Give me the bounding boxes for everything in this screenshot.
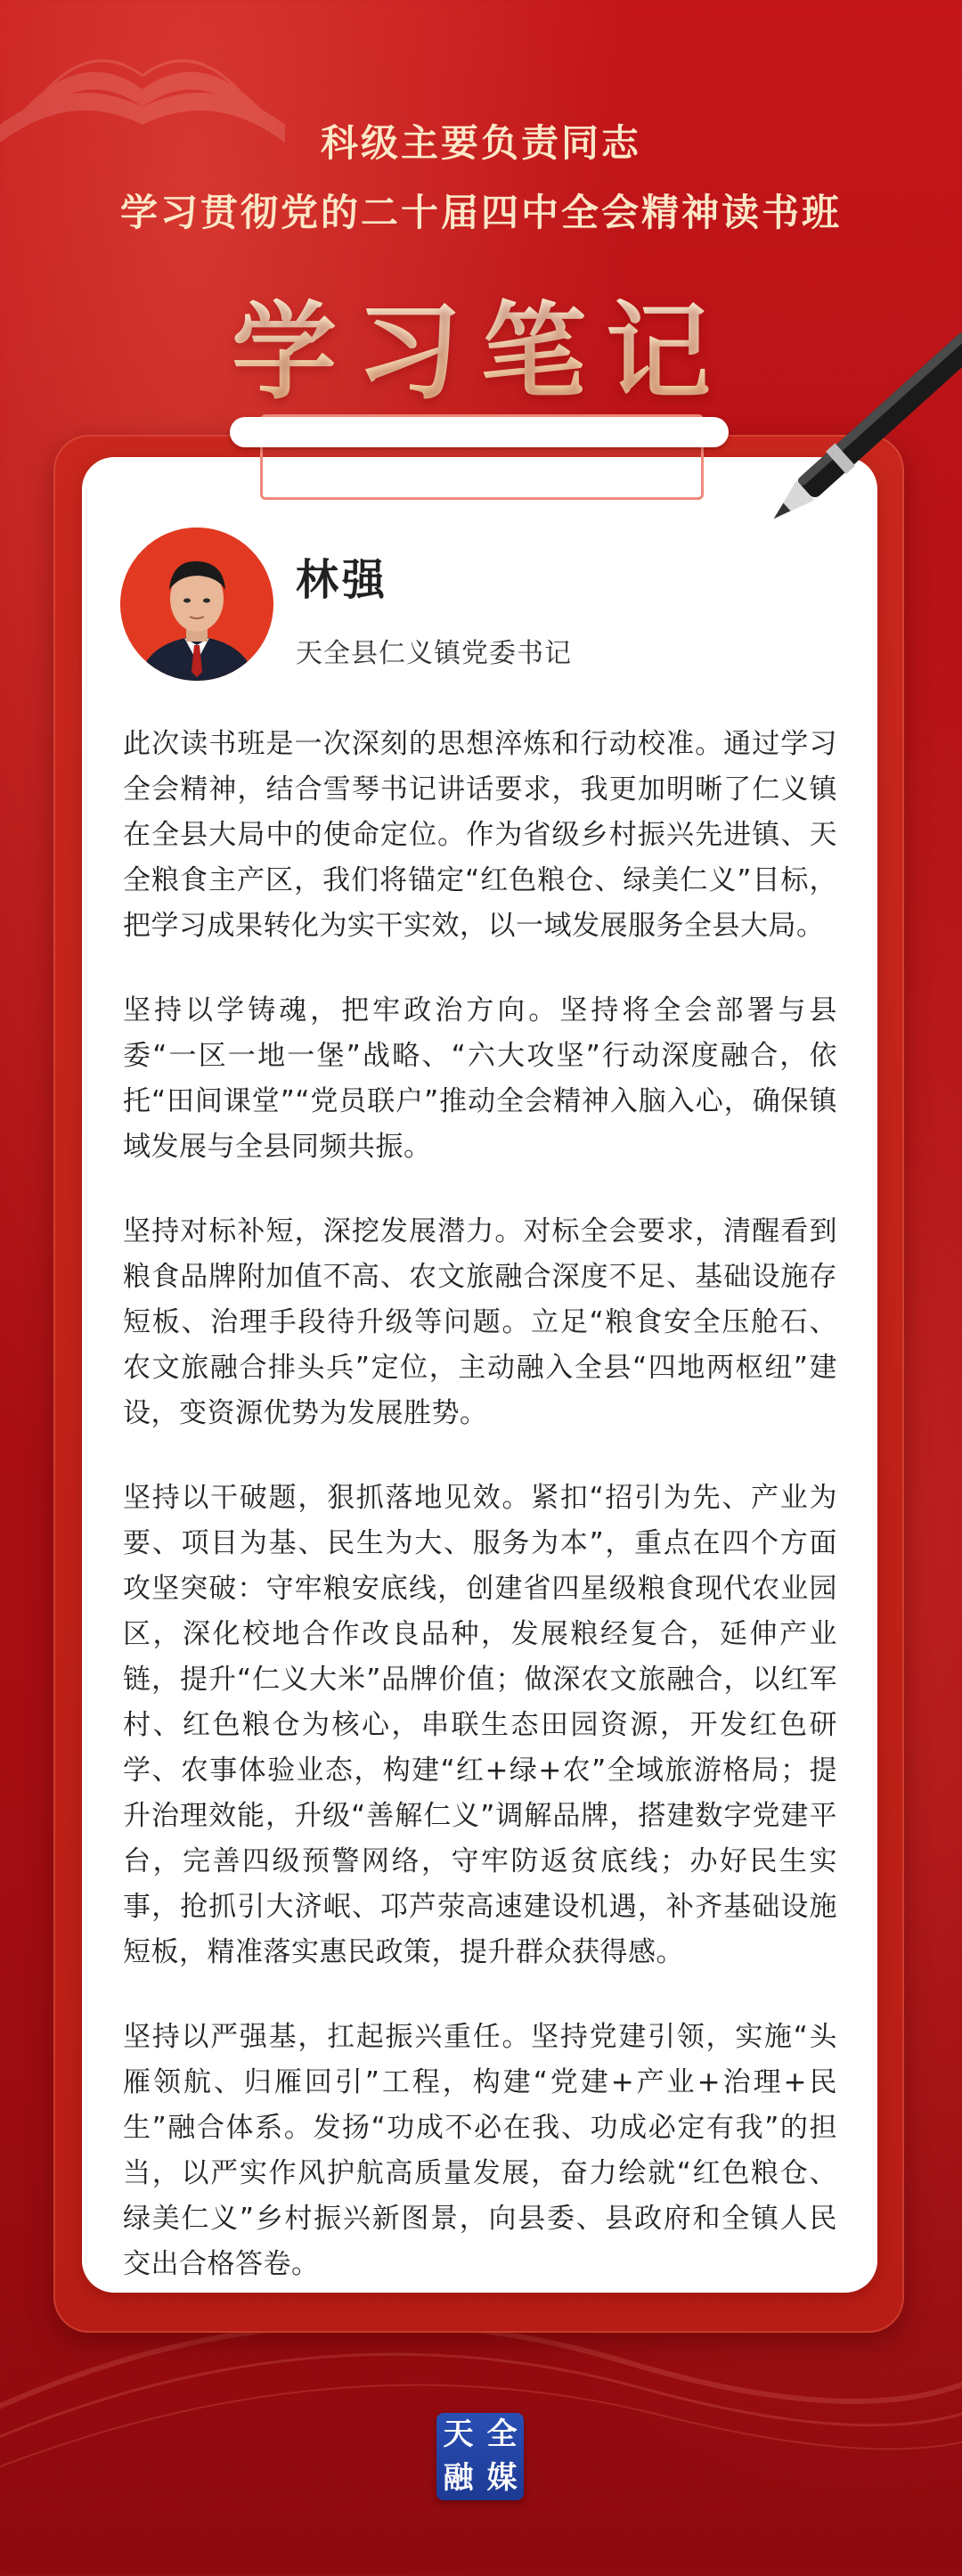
article-body — [123, 722, 837, 2327]
tianquan-media-logo — [436, 2413, 524, 2500]
subtitle-line-1: 科级主要负责同志 — [320, 121, 641, 165]
pen-icon — [748, 325, 962, 566]
logo-char-3: 融 — [443, 2460, 474, 2496]
portrait-image — [120, 527, 273, 681]
page-title: 学习笔记 — [0, 267, 962, 419]
subtitle-line-2: 学习贯彻党的二十届四中全会精神读书班 — [119, 191, 842, 234]
avatar — [120, 527, 273, 681]
logo-char-4: 媒 — [486, 2460, 518, 2496]
author-name: 林强 — [296, 555, 389, 605]
paragraph-3: 坚持对标补短，深挖发展潜力。对标全会要求，清醒看到粮食品牌附加值不高、农文旅融合深度不足、基础设施存短板、治理手段待升级等问题。立足“粮食安全压舱石、农文旅融合排头兵”定位，主动融入全县“四地两枢纽”建设，变资源优势为发展胜势。 — [123, 1215, 837, 1429]
paragraph-4: 坚持以干破题，狠抓落地见效。紧扣“招引为先、产业为要、项目为基、民生为大、服务为本”，重点在四个方面攻坚突破：守牢粮安底线，创建省四星级粮食现代农业园区，深化校地合作改良品种，发展粮经复合，延伸产业链，提升“仁义大米”品牌价值；做深农文旅融合，以红军村、红色粮仓为核心，串联生态田园资源，开发红色研学、农事体验业态，构建“红+绿+农”全域旅游格局；提升治理效能，升级“善解仁义”调解品牌，搭建数字党建平台，完善四级预警网络，守牢防返贫底线；办好民生实事，抢抓引大济岷、邛芦荥高速建设机遇，补齐基础设施短板，精准落实惠民政策，提升群众获得感。 — [123, 1482, 837, 1968]
paragraph-5: 坚持以严强基，扛起振兴重任。坚持党建引领，实施“头雁领航、归雁回引”工程，构建“党建+产业+治理+民生”融合体系。发扬“功成不必在我、功成必定有我”的担当，以严实作风护航高质量发展，奋力绘就“红色粮仓、绿美仁义”乡村振兴新图景，向县委、县政府和全镇人民交出合格答卷。 — [123, 2021, 837, 2280]
clip-bar — [230, 417, 729, 447]
paragraph-1: 此次读书班是一次深刻的思想淬炼和行动校准。通过学习全会精神，结合雪琴书记讲话要求，我更加明晰了仁义镇在全县大局中的使命定位。作为省级乡村振兴先进镇、天全粮食主产区，我们将锚定“红色粮仓、绿美仁义”目标，把学习成果转化为实干实效，以一域发展服务全县大局。 — [123, 728, 837, 942]
logo-char-2: 全 — [486, 2417, 518, 2452]
paragraph-2: 坚持以学铸魂，把牢政治方向。坚持将全会部署与县委“一区一地一堡”战略、“六大攻坚”行动深度融合，依托“田间课堂”“党员联户”推动全会精神入脑入心，确保镇域发展与全县同频共振。 — [123, 994, 837, 1163]
author-position: 天全县仁义镇党委书记 — [296, 638, 572, 669]
logo-char-1: 天 — [443, 2417, 474, 2452]
